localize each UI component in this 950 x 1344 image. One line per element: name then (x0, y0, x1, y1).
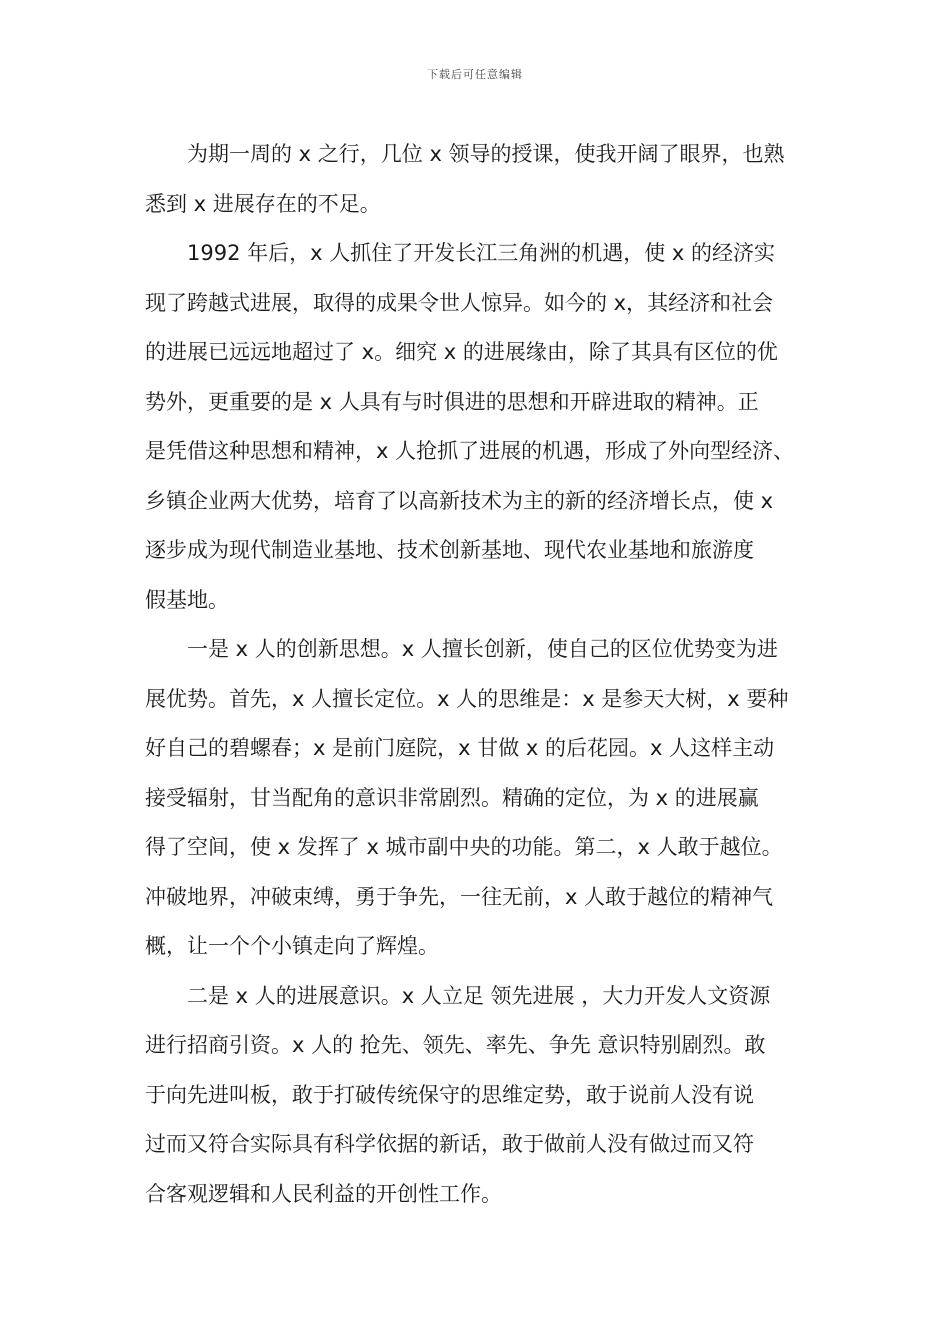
text-line: 于向先进叫板，敢于打破传统保守的思维定势，敢于说前人没有说 (145, 1082, 754, 1107)
text-line: 假基地。 (145, 587, 229, 612)
text-line: 乡镇企业两大优势，培育了以高新技术为主的新的经济增长点，使 x (145, 488, 774, 513)
paragraph-2 (145, 229, 825, 625)
text-line: 的进展已远远地超过了 x。细究 x 的进展缘由，除了其具有区位的优 (145, 340, 778, 364)
text-line: 势外，更重要的是 x 人具有与时俱进的思想和开辟进取的精神。正 (145, 389, 759, 414)
text-line: 二是 x 人的进展意识。x 人立足 领先进展 ，大力开发人文资源 (187, 983, 771, 1008)
text-line: 是凭借这种思想和精神，x 人抢抓了进展的机遇，形成了外向型经济、 (145, 439, 795, 463)
paragraph-3 (145, 625, 825, 972)
document-body (145, 130, 825, 1219)
text-line: 一是 x 人的创新思想。x 人擅长创新，使自己的区位优势变为进 (187, 637, 778, 661)
text-line: 过而又符合实际具有科学依据的新话，敢于做前人没有做过而又符 (145, 1132, 754, 1156)
paragraph-1 (145, 130, 825, 229)
text-line: 为期一周的 x 之行，几位 x 领导的授课，使我开阔了眼界，也熟 (187, 142, 785, 166)
text-line: 逐步成为现代制造业基地、技术创新基地、现代农业基地和旅游度 (145, 538, 754, 562)
download-note: 下载后可任意编辑 (427, 68, 523, 81)
text-line: 悉到 x 进展存在的不足。 (145, 191, 381, 216)
text-line: 得了空间，使 x 发挥了 x 城市副中央的功能。第二，x 人敢于越位。 (145, 835, 783, 859)
text-line: 接受辐射，甘当配角的意识非常剧烈。精确的定位，为 x 的进展赢 (145, 785, 759, 810)
text-line: 现了跨越式进展，取得的成果令世人惊异。如今的 x，其经济和社会 (145, 290, 774, 315)
text-line: 冲破地界，冲破束缚，勇于争先，一往无前，x 人敢于越位的精神气 (145, 884, 774, 909)
text-line: 展优势。首先，x 人擅长定位。x 人的思维是：x 是参天大树，x 要种 (145, 686, 789, 711)
text-line: 进行招商引资。x 人的 抢先、领先、率先、争先 意识特别剧烈。敢 (145, 1033, 766, 1057)
text-line: 好自己的碧螺春；x 是前门庭院，x 甘做 x 的后花园。x 人这样主动 (145, 736, 775, 760)
text-line: 1992 年后，x 人抓住了开发长江三角洲的机遇，使 x 的经济实 (187, 241, 775, 265)
text-line: 概，让一个个小镇走向了辉煌。 (145, 934, 439, 958)
paragraph-4 (145, 972, 825, 1220)
text-line: 合客观逻辑和人民利益的开创性工作。 (145, 1181, 502, 1206)
